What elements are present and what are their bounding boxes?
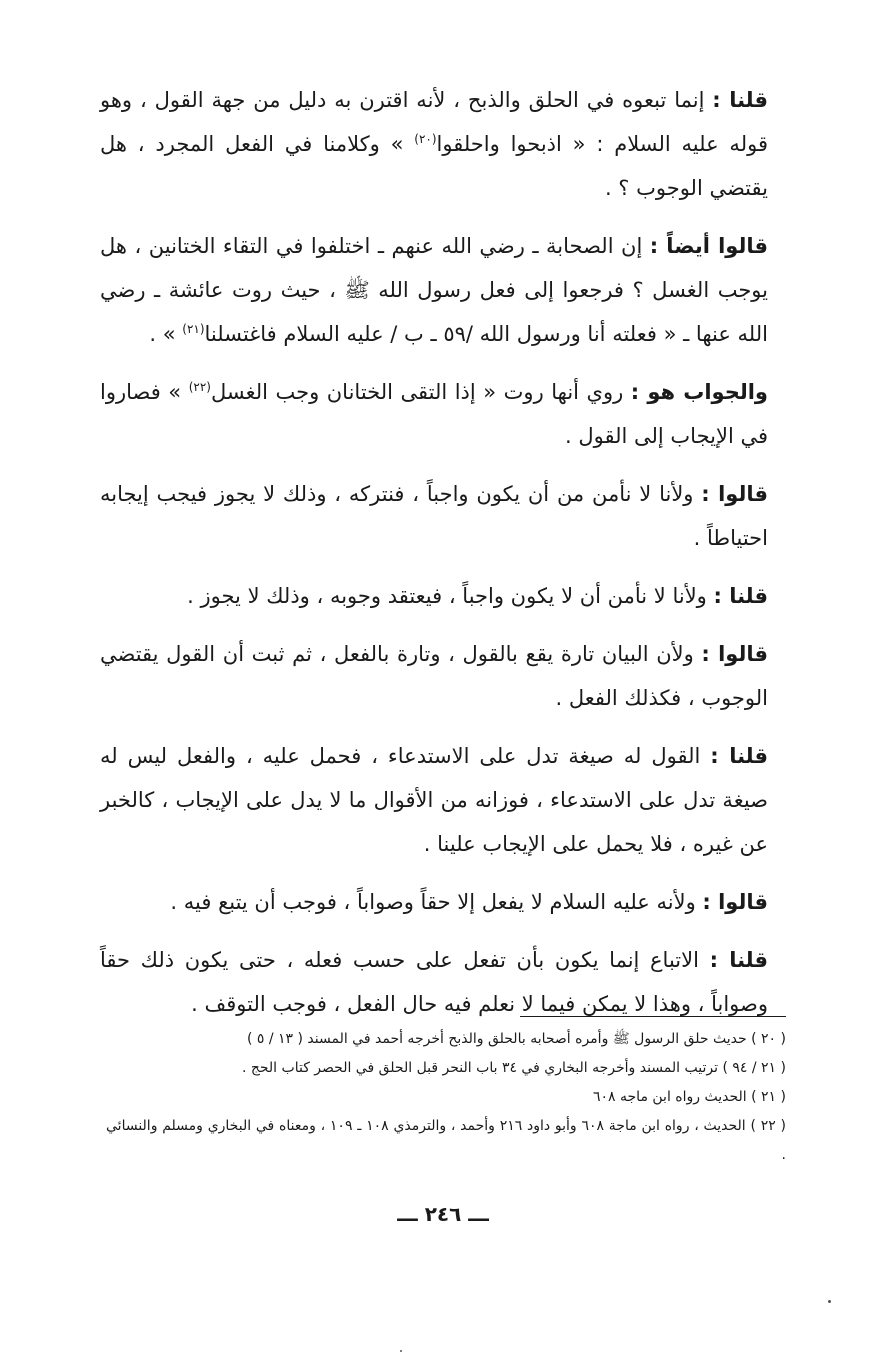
scan-speck: [400, 1350, 402, 1352]
footnote-ref[interactable]: (٢٢): [188, 380, 211, 394]
paragraph-text: ولأنا لا نأمن أن لا يكون واجباً ، فيعتقد وجوبه ، وذلك لا يجوز .: [187, 584, 714, 608]
paragraph-5: [100, 574, 786, 618]
page-number: ـــ ٢٤٦ ـــ: [397, 1202, 489, 1226]
paragraph-4: [100, 472, 786, 560]
paragraph-lead: والجواب هو :: [630, 380, 768, 404]
paragraph-lead: قلنا :: [710, 744, 768, 768]
paragraph-lead: قالوا :: [701, 642, 768, 666]
paragraph-text: روي أنها روت « إذا التقى الختانان وجب الغسل: [210, 380, 631, 404]
footnote-ref[interactable]: (٢٠): [414, 132, 437, 146]
paragraph-tail: » وكلامنا في الفعل المجرد ، هل يقتضي الوجوب ؟ .: [100, 132, 768, 200]
footnotes: [106, 1016, 786, 1170]
paragraph-text: ولأن البيان تارة يقع بالقول ، وتارة بالفعل ، ثم ثبت أن القول يقتضي الوجوب ، فكذلك الفعل .: [100, 642, 768, 710]
paragraph-lead: قلنا :: [713, 584, 768, 608]
main-text: [100, 78, 786, 1040]
paragraph-text: إن الصحابة ـ رضي الله عنهم ـ اختلفوا في التقاء الختانين ، هل يوجب الغسل ؟ فرجعوا إلى فعل رسول الله ﷺ ، حيث روت عائشة ـ رضي الله عنها ـ « فعلته أنا ورسول الله /٥٩ ـ ب / عليه السلام فاغتسلنا: [100, 234, 768, 346]
paragraph-lead: قلنا :: [709, 948, 768, 972]
paragraph-9: [100, 938, 786, 1026]
footnote-item: ( ٢٠ ) حديث حلق الرسول ﷺ وأمره أصحابه بالحلق والذبح أخرجه أحمد في المسند ( ١٣ / ٥ ): [246, 1031, 786, 1047]
paragraph-lead: قالوا :: [701, 482, 768, 506]
paragraph-text: ولأنا لا نأمن من أن يكون واجباً ، فنتركه ، وذلك لا يجوز فيجب إيجابه احتياطاً .: [100, 482, 768, 550]
paragraph-text: ولأنه عليه السلام لا يفعل إلا حقاً وصواباً ، فوجب أن يتبع فيه .: [170, 890, 703, 914]
paragraph-6: [100, 632, 786, 720]
footnote-item: ( ٢١ ) الحديث رواه ابن ماجه ٦٠٨: [593, 1089, 786, 1105]
scan-speck: [828, 1300, 831, 1303]
footnote-item: ( ٢١ / ٩٤ ) ترتيب المسند وأخرجه البخاري في ٣٤ باب النحر قبل الحلق في الحصر كتاب الحج .: [241, 1060, 786, 1076]
paragraph-1: [100, 78, 786, 210]
paragraph-lead: قالوا :: [702, 890, 768, 914]
paragraph-text: الاتباع إنما يكون بأن تفعل على حسب فعله ، حتى يكون ذلك حقاً وصواباً ، وهذا لا يمكن فيما لا نعلم فيه حال الفعل ، فوجب التوقف .: [100, 948, 768, 1016]
paragraph-lead: قلنا :: [712, 88, 768, 112]
footnote-ref[interactable]: (٢١): [182, 322, 205, 336]
paragraph-8: [100, 880, 786, 924]
paragraph-text: القول له صيغة تدل على الاستدعاء ، فحمل عليه ، والفعل ليس له صيغة تدل على الاستدعاء ، فوزانه من الأقوال ما لا يدل على الإيجاب ، كالخبر عن غيره ، فلا يحمل على الإيجاب علينا .: [100, 744, 768, 856]
paragraph-text: إنما تبعوه في الحلق والذبح ، لأنه اقترن به دليل من جهة القول ، وهو قوله عليه السلام : « اذبحوا واحلقوا: [100, 88, 768, 156]
footnote-separator: [520, 1016, 786, 1017]
footnote-item: ( ٢٢ ) الحديث ، رواه ابن ماجة ٦٠٨ وأبو داود ٢١٦ وأحمد ، والترمذي ١٠٨ ـ ١٠٩ ، ومعناه في البخاري ومسلم والنسائي .: [106, 1118, 786, 1163]
paragraph-tail: » .: [149, 322, 183, 346]
paragraph-3: [100, 370, 786, 458]
paragraph-tail: » فصاروا في الإيجاب إلى القول .: [100, 380, 768, 448]
paragraph-lead: قالوا أيضاً :: [649, 234, 768, 258]
paragraph-2: [100, 224, 786, 356]
paragraph-7: [100, 734, 786, 866]
